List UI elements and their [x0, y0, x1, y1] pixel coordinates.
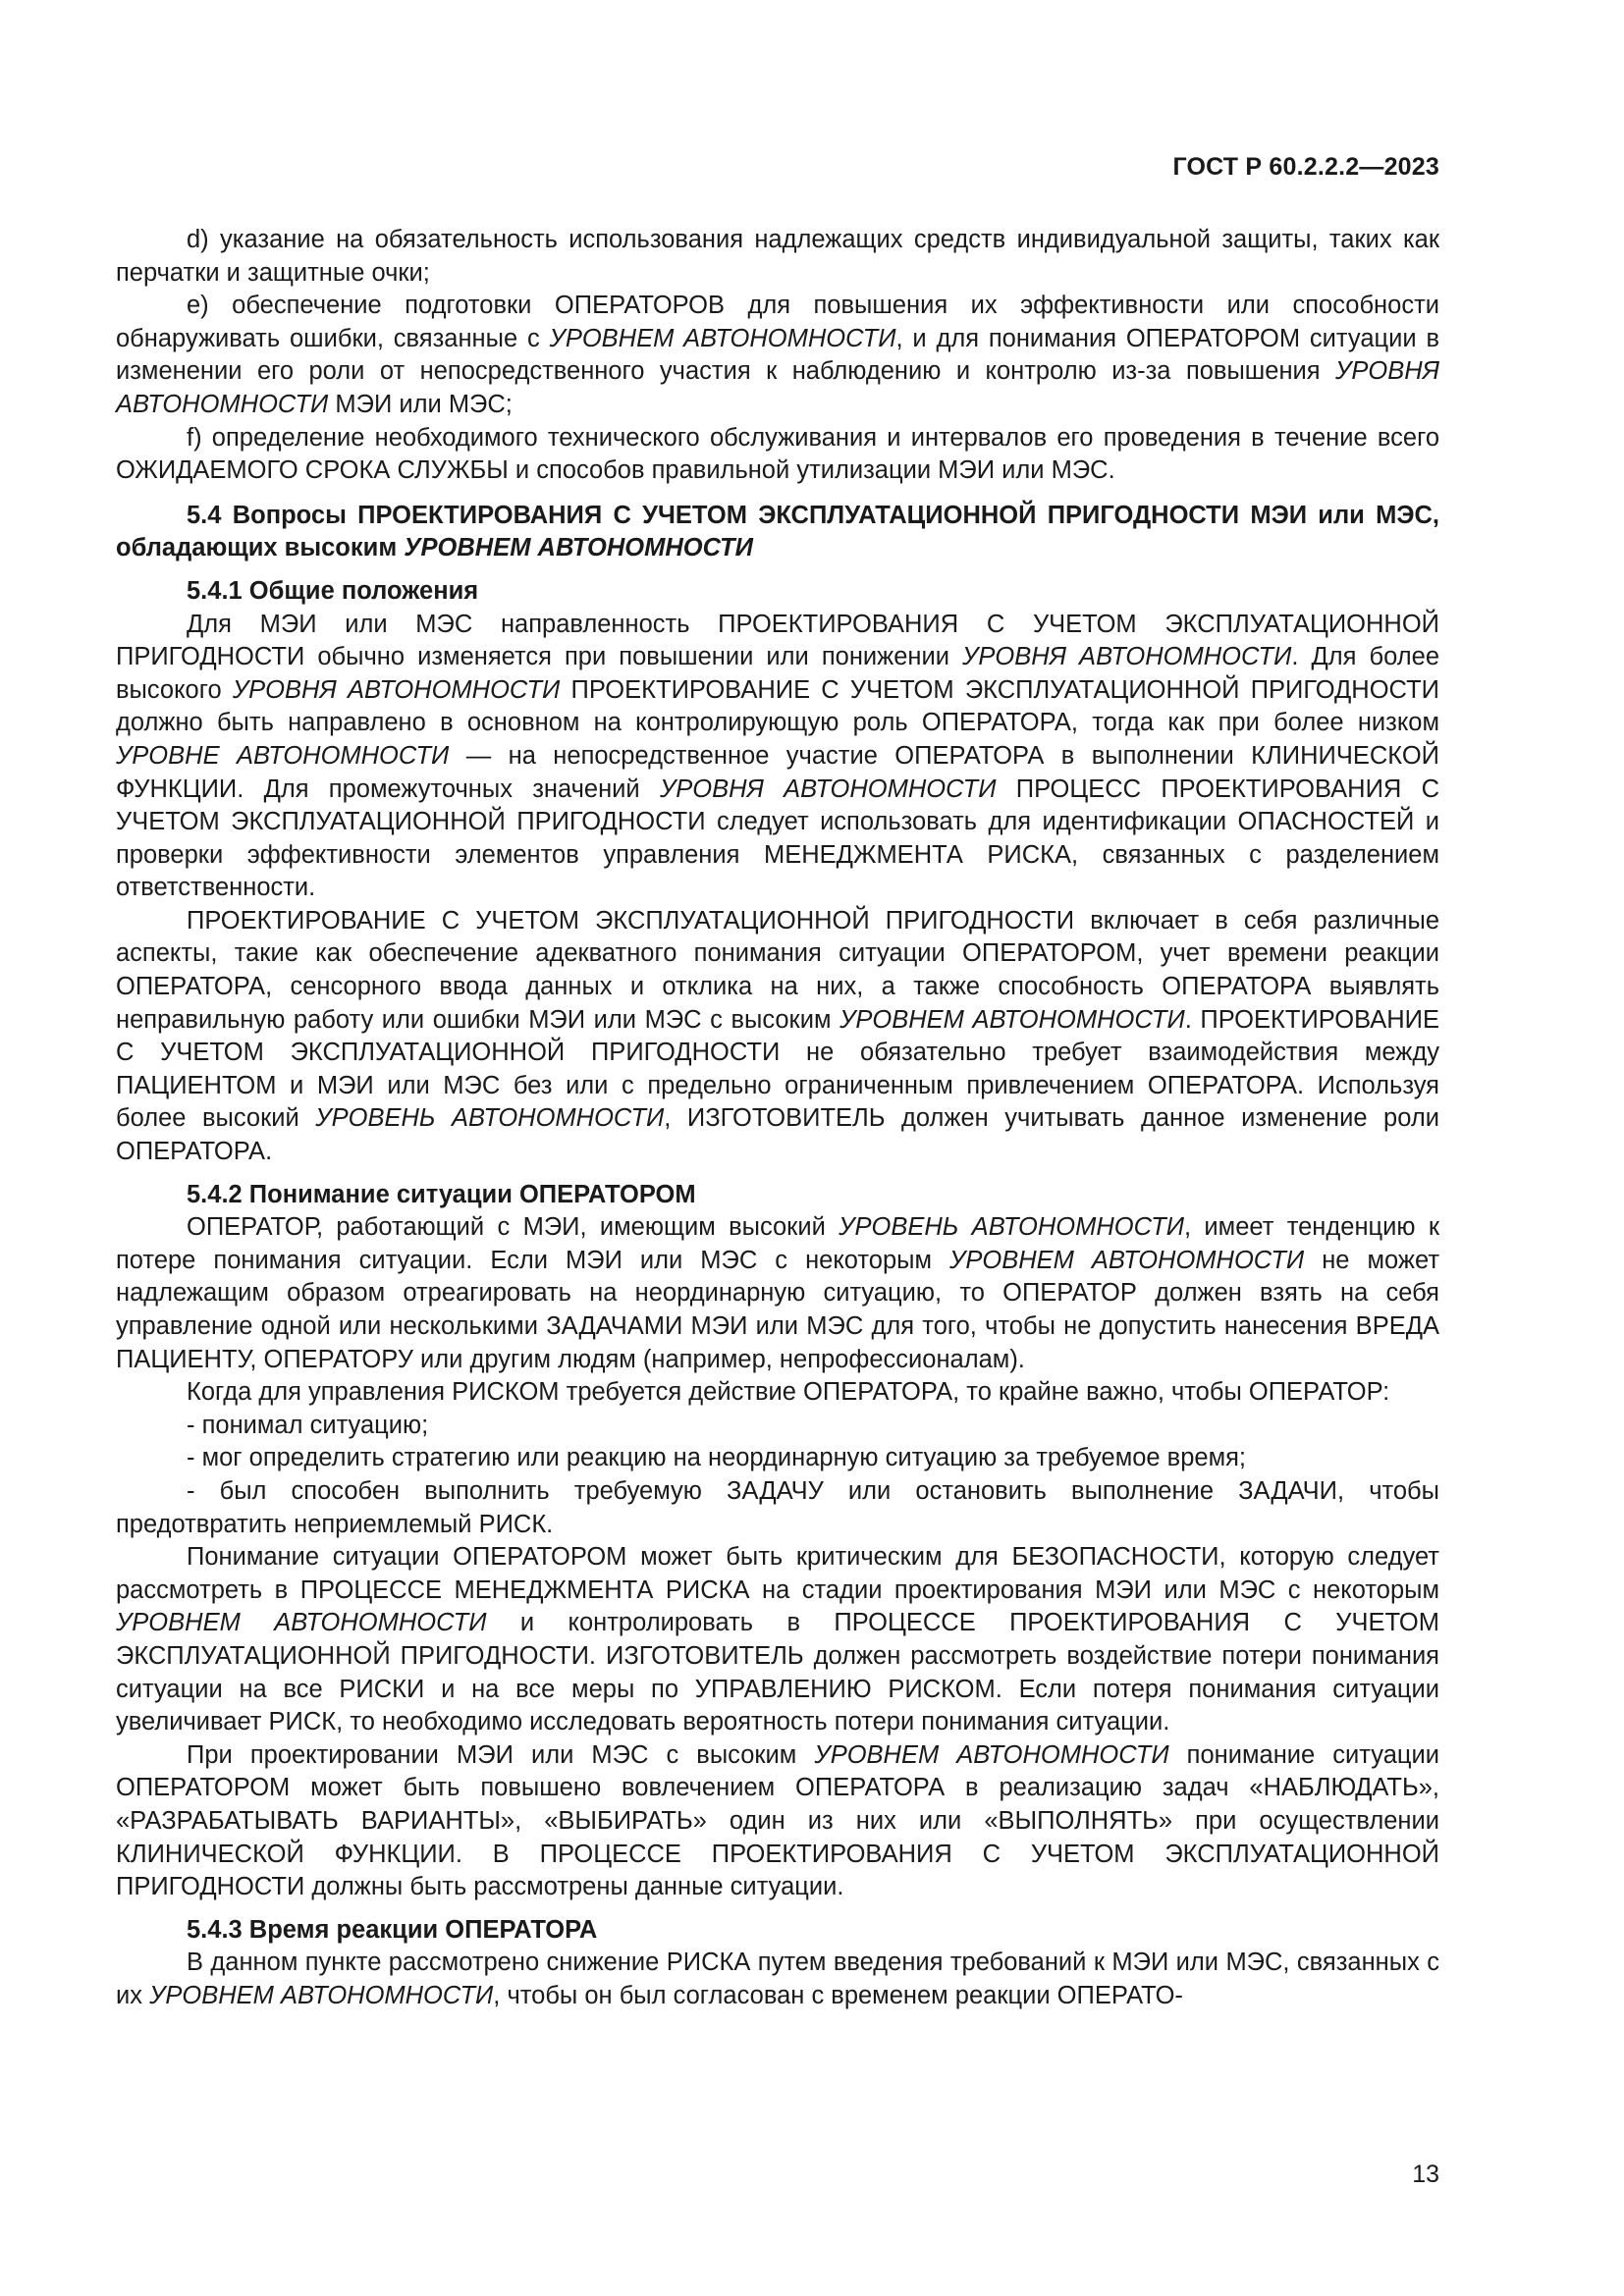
italic-term: УРОВЕНЬ АВТОНОМНОСТИ	[315, 1104, 665, 1133]
italic-term: УРОВНЕМ АВТОНОМНОСТИ	[839, 1005, 1185, 1034]
standard-code: ГОСТ Р 60.2.2.2—2023	[1172, 153, 1439, 181]
section-5-4-3-title	[116, 1914, 1439, 1948]
text-run: Когда для управления РИСКОМ требуется действие ОПЕРАТОРА, то крайне важно, чтобы ОПЕРАТОР:	[187, 1378, 1390, 1407]
section-5-4-1-title	[116, 575, 1439, 609]
text-run: . Для более высокого	[116, 643, 1439, 704]
list-item-2	[116, 1442, 1439, 1475]
text-run: ПРОЕКТИРОВАНИЕ С УЧЕТОМ ЭКСПЛУАТАЦИОННОЙ ПРИГОДНОСТИ включает в себя различные аспекты, такие как обеспечение адекватного понимания ситуации ОПЕРАТОРОМ, учет времени реакции ОПЕРАТОРА, сенсорного ввода данных и отклика на них, а также способность ОПЕРАТОРА выявлять неправильную работу или ошибки МЭИ или МЭС с высоким	[116, 906, 1439, 1034]
text-run: 5.4 Вопросы ПРОЕКТИРОВАНИЯ С УЧЕТОМ ЭКСПЛУАТАЦИОННОЙ ПРИГОДНОСТИ МЭИ или МЭС, обладающих высоким	[116, 501, 1439, 562]
text-run: Понимание ситуации ОПЕРАТОРОМ может быть критическим для БЕЗОПАСНОСТИ, которую следует рассмотреть в ПРОЦЕССЕ МЕНЕДЖМЕНТА РИСКА на стадии проектирования МЭИ или МЭС с некоторым	[116, 1543, 1439, 1604]
text-run: , и для понимания ОПЕРАТОРОМ ситуации в изменении его роли от непосредственного участия к наблюдению и контролю из-за повышения	[116, 324, 1440, 386]
italic-term: УРОВНЕМ АВТОНОМНОСТИ	[149, 1981, 494, 2009]
list-item-3	[116, 1475, 1439, 1541]
text-run: - был способен выполнить требуемую ЗАДАЧУ или остановить выполнение ЗАДАЧИ, чтобы предотвратить неприемлемый РИСК.	[116, 1476, 1439, 1538]
paragraph-5-4-2-d	[116, 1739, 1439, 1904]
paragraph-5-4-2-b	[116, 1376, 1439, 1410]
item-f	[116, 422, 1439, 488]
paragraph-5-4-2-c	[116, 1541, 1439, 1739]
item-d	[116, 224, 1439, 290]
text-run: , чтобы он был согласован с временем реакции ОПЕРАТО-	[493, 1981, 1183, 2009]
text-run: не может надлежащим образом отреагировать на неординарную ситуацию, то ОПЕРАТОР должен взять на себя управление одной или несколькими ЗАДАЧАМИ МЭИ или МЭС для того, чтобы не допустить нанесения ВРЕДА ПАЦИЕНТУ, ОПЕРАТОРУ или другим людям (например, непрофессионалам).	[116, 1246, 1439, 1373]
text-run: 5.4.1 Общие положения	[187, 576, 479, 605]
text-run: , ИЗГОТОВИТЕЛЬ должен учитывать данное изменение роли ОПЕРАТОРА.	[116, 1104, 1439, 1166]
italic-term: УРОВНЯ АВТОНОМНОСТИ	[232, 675, 561, 704]
text-run: e) обеспечение подготовки ОПЕРАТОРОВ для повышения их эффективности или способности обнаруживать ошибки, связанные с	[116, 292, 1439, 352]
text-run: 5.4.3 Время реакции ОПЕРАТОРА	[187, 1915, 598, 1944]
text-run: . ПРОЕКТИРОВАНИЕ С УЧЕТОМ ЭКСПЛУАТАЦИОННОЙ ПРИГОДНОСТИ не обязательно требует взаимодействия между ПАЦИЕНТОМ и МЭИ или МЭС без или с предельно ограниченным привлечением ОПЕРАТОРА. Используя более высокий	[116, 1005, 1439, 1133]
italic-term: УРОВНЯ АВТОНОМНОСТИ	[116, 357, 1439, 418]
text-run: , имеет тенденцию к потере понимания ситуации. Если МЭИ или МЭС с некоторым	[116, 1213, 1440, 1274]
text-run: МЭИ или МЭС;	[328, 390, 513, 418]
list-item-1	[116, 1410, 1439, 1443]
paragraph-5-4-2-a	[116, 1211, 1439, 1376]
text-run: и контролировать в ПРОЦЕССЕ ПРОЕКТИРОВАНИЯ С УЧЕТОМ ЭКСПЛУАТАЦИОННОЙ ПРИГОДНОСТИ. ИЗГОТОВИТЕЛЬ должен рассмотреть воздействие потери понимания ситуации на все РИСКИ и на все меры по УПРАВЛЕНИЮ РИСКОМ. Если потеря понимания ситуации увеличивает РИСК, то необходимо исследовать вероятность потери понимания ситуации.	[116, 1609, 1439, 1736]
text-run: При проектировании МЭИ или МЭС с высоким	[187, 1740, 815, 1769]
text-run: 5.4.2 Понимание ситуации ОПЕРАТОРОМ	[187, 1180, 696, 1208]
document-body	[116, 224, 1439, 2012]
text-run: ОПЕРАТОР, работающий с МЭИ, имеющим высокий	[187, 1213, 839, 1242]
text-run: Для МЭИ или МЭС направленность ПРОЕКТИРОВАНИЯ С УЧЕТОМ ЭКСПЛУАТАЦИОННОЙ ПРИГОДНОСТИ обычно изменяется при повышении или понижении	[116, 610, 1439, 671]
text-run: d) указание на обязательность использования надлежащих средств индивидуальной защиты, таких как перчатки и защитные очки;	[116, 226, 1439, 287]
italic-term: УРОВНЕМ АВТОНОМНОСТИ	[949, 1246, 1305, 1274]
italic-term: УРОВНЕМ АВТОНОМНОСТИ	[814, 1740, 1169, 1769]
text-run: ПРОЦЕСС ПРОЕКТИРОВАНИЯ С УЧЕТОМ ЭКСПЛУАТАЦИОННОЙ ПРИГОДНОСТИ следует использовать для идентификации ОПАСНОСТЕЙ и проверки эффективности элементов управления МЕНЕДЖМЕНТА РИСКА, связанных с разделением ответственности.	[116, 774, 1439, 902]
section-5-4-title	[116, 500, 1439, 565]
paragraph-5-4-1-b	[116, 905, 1439, 1169]
italic-term: УРОВНЯ АВТОНОМНОСТИ	[962, 643, 1292, 671]
section-5-4-2-title	[116, 1179, 1439, 1212]
text-run: - понимал ситуацию;	[187, 1411, 429, 1439]
italic-term: УРОВНЕМ АВТОНОМНОСТИ	[404, 534, 753, 562]
italic-term: УРОВНЯ АВТОНОМНОСТИ	[659, 774, 997, 803]
text-run: f) определение необходимого технического обслуживания и интервалов его проведения в течение всего ОЖИДАЕМОГО СРОКА СЛУЖБЫ и способов правильной утилизации МЭИ или МЭС.	[116, 423, 1439, 485]
italic-term: УРОВНЕМ АВТОНОМНОСТИ	[116, 1609, 487, 1637]
page-number: 13	[1412, 2161, 1439, 2188]
text-run: - мог определить стратегию или реакцию на неординарную ситуацию за требуемое время;	[187, 1444, 1247, 1472]
paragraph-5-4-1-a	[116, 609, 1439, 905]
italic-term: УРОВЕНЬ АВТОНОМНОСТИ	[839, 1213, 1184, 1242]
item-e	[116, 290, 1439, 421]
text-run: понимание ситуации ОПЕРАТОРОМ может быть повышено вовлечением ОПЕРАТОРА в реализацию задач «НАБЛЮДАТЬ», «РАЗРАБАТЫВАТЬ ВАРИАНТЫ», «ВЫБИРАТЬ» один из них или «ВЫПОЛНЯТЬ» при осуществлении КЛИНИЧЕСКОЙ ФУНКЦИИ. В ПРОЦЕССЕ ПРОЕКТИРОВАНИЯ С УЧЕТОМ ЭКСПЛУАТАЦИОННОЙ ПРИГОДНОСТИ должны быть рассмотрены данные ситуации.	[116, 1740, 1439, 1901]
text-run: ПРОЕКТИРОВАНИЕ С УЧЕТОМ ЭКСПЛУАТАЦИОННОЙ ПРИГОДНОСТИ должно быть направлено в основном на контролирующую роль ОПЕРАТОРА, тогда как при более низком	[116, 675, 1439, 737]
paragraph-5-4-3-a	[116, 1947, 1439, 2012]
text-run: — на непосредственное участие ОПЕРАТОРА в выполнении КЛИНИЧЕСКОЙ ФУНКЦИИ. Для промежуточных значений	[116, 741, 1439, 803]
text-run: В данном пункте рассмотрено снижение РИСКА путем введения требований к МЭИ или МЭС, связанных с их	[116, 1949, 1439, 2009]
italic-term: УРОВНЕ АВТОНОМНОСТИ	[116, 741, 450, 770]
italic-term: УРОВНЕМ АВТОНОМНОСТИ	[549, 324, 896, 352]
